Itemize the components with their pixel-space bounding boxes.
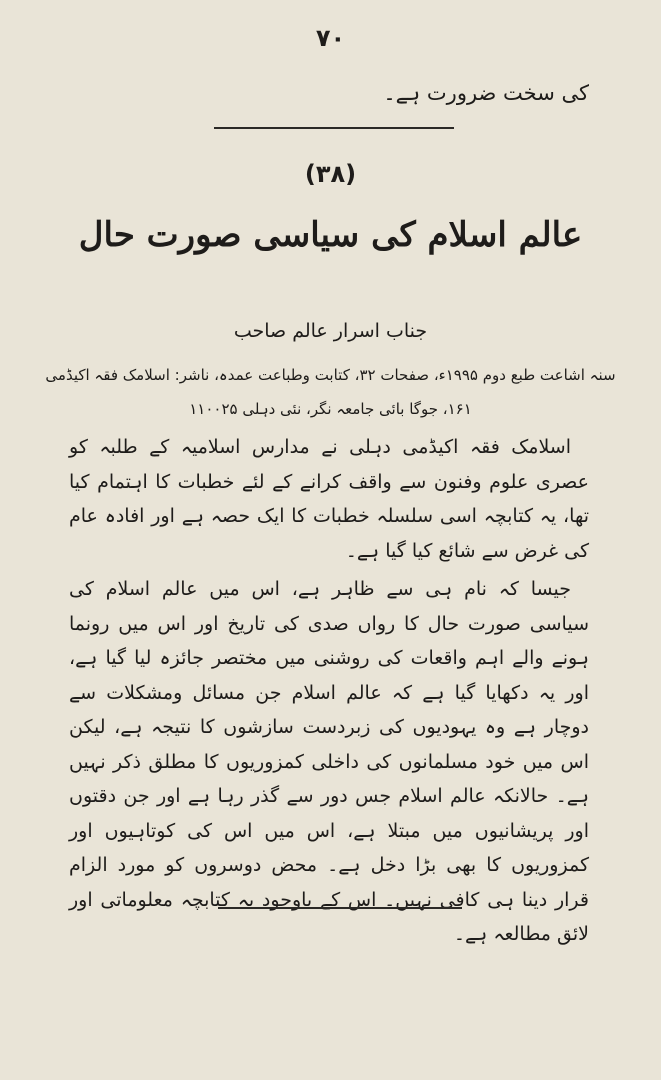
paragraph: جیسا کہ نام ہی سے ظاہر ہے، اس میں عالم اسلام کی سیاسی صورت حال کا رواں صدی کی تاریخ اور اس میں رونما ہونے والے اہم واقعات کی روشنی میں مختصر جائزہ لیا گیا ہے، اور یہ دکھایا گیا ہے کہ عالم اسلام جن مسائل ومشکلات سے دوچار ہے وہ یہودیوں کی زبردست سازشوں کا نتیجہ ہے، لیکن اس میں خود مسلمانوں کی داخلی کمزوریوں کا مطلق ذکر نہیں ہے۔ حالانکہ عالم اسلام جس دور سے گذر رہا ہے اور جن دقتوں اور پریشانیوں میں مبتلا ہے، اس میں اس کی کوتاہیوں اور کمزوریوں کا بھی بڑا دخل ہے۔ محض دوسروں کو مورد الزام قرار دینا ہی کافی نہیں۔ اس کے باوجود یہ کتابچہ معلوماتی اور لائق مطالعہ ہے۔ [69, 578, 589, 945]
publication-info [40, 358, 621, 426]
chapter-title: عالم اسلام کی سیاسی صورت حال [78, 215, 583, 255]
section-divider-top [214, 127, 454, 129]
page-number: ۷۰ [315, 24, 346, 52]
publication-info-line-1: سنہ اشاعت طبع دوم ۱۹۹۵ء، صفحات ۳۲، کتابت وطباعت عمدہ، ناشر: اسلامک فقہ اکیڈمی [45, 366, 616, 384]
paragraph: اسلامک فقہ اکیڈمی دہلی نے مدارس اسلامیہ کے طلبہ کو عصری علوم وفنون سے واقف کرانے کے لئے خطبات کا اہتمام کیا تھا، یہ کتابچہ اسی سلسلہ خطبات کا ایک حصہ ہے اور افادہ عام کی غرض سے شائع کیا گیا ہے۔ [69, 436, 589, 562]
review-body [69, 430, 589, 954]
section-divider-bottom [218, 907, 462, 909]
author-line: جناب اسرار عالم صاحب [233, 320, 428, 342]
publication-info-line-2: ۱۶۱، جوگا بائی جامعہ نگر، نئی دہلی ۱۱۰۰۲۵ [189, 400, 472, 418]
chapter-number: (۳۸) [304, 160, 357, 188]
carry-over-text: کی سخت ضرورت ہے۔ [383, 81, 589, 105]
